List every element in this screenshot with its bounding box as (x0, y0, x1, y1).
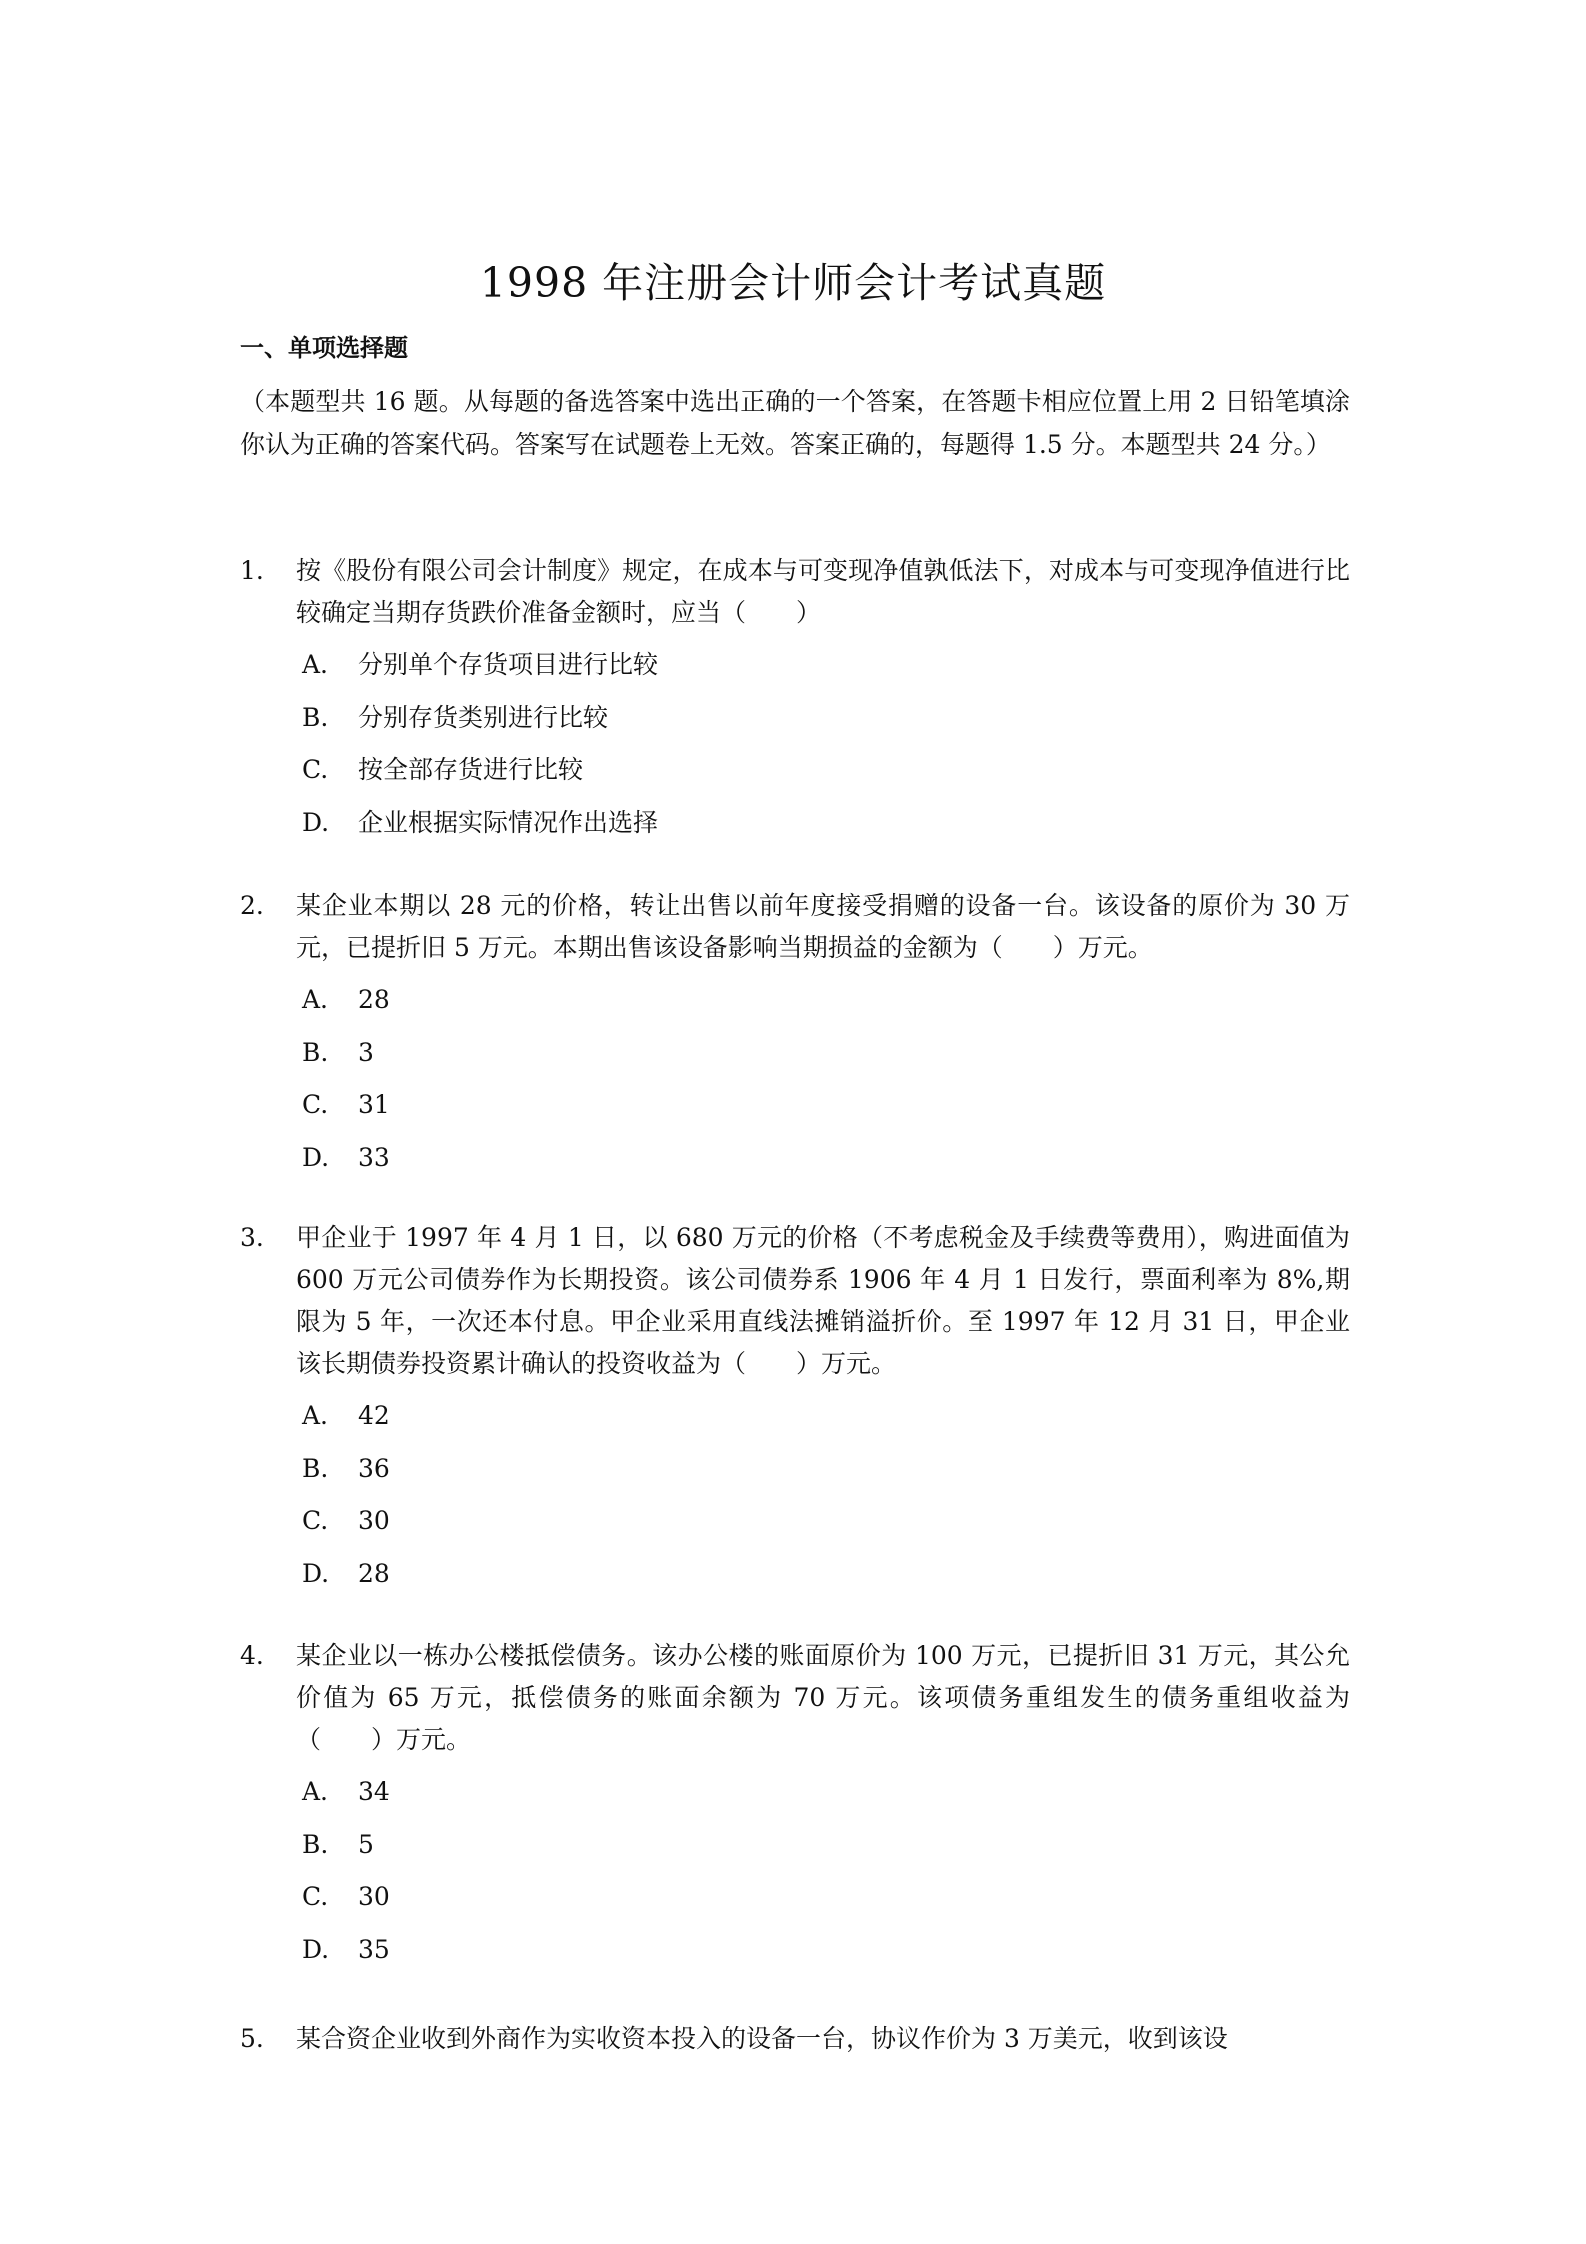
option-list (240, 644, 1350, 854)
question-5 (240, 2018, 1350, 2060)
question-4 (240, 1635, 1350, 1981)
option-letter: A. (302, 650, 329, 679)
option-letter: C. (302, 1882, 329, 1911)
question-text: 甲企业于 1997 年 4 月 1 日，以 680 万元的价格（不考虑税金及手续费等费用），购进面值为 600 万元公司债券作为长期投资。该公司债券系 1906 年 4 月 1 日发行，票面利率为 8%,期限为 5 年，一次还本付息。甲企业采用直线法摊销溢折价。至 1997 年 12 月 31 日，甲企业该长期债券投资累计确认的投资收益为（ ）万元。 (296, 1223, 1350, 1378)
option-letter: D. (302, 807, 330, 837)
option-text: 28 (358, 1558, 390, 1588)
question-2 (240, 885, 1350, 1189)
section-heading: 一、单项选择题 (240, 334, 408, 362)
option-letter: C. (302, 1090, 329, 1119)
option-text: 5 (358, 1829, 374, 1859)
option-letter: A. (302, 1401, 329, 1430)
option-d (240, 1929, 1350, 1982)
option-a (240, 1395, 1350, 1448)
question-number: 5. (240, 2024, 264, 2053)
page-title: 1998 年注册会计师会计考试真题 (479, 259, 1107, 308)
option-text: 35 (358, 1934, 390, 1964)
option-text: 28 (358, 985, 390, 1014)
option-b (240, 1448, 1350, 1501)
question-number: 4. (240, 1641, 264, 1670)
option-text: 按全部存货进行比较 (358, 755, 584, 784)
option-list (240, 1771, 1350, 1981)
option-a (240, 1771, 1350, 1824)
option-text: 企业根据实际情况作出选择 (358, 807, 659, 837)
question-1 (240, 550, 1350, 854)
option-letter: D. (302, 1934, 330, 1964)
option-text: 30 (358, 1882, 390, 1911)
option-text: 3 (358, 1037, 374, 1067)
option-list (240, 1395, 1350, 1605)
option-c (240, 749, 1350, 802)
option-c (240, 1084, 1350, 1137)
option-text: 34 (358, 1777, 390, 1806)
option-a (240, 979, 1350, 1032)
question-text: 某企业以一栋办公楼抵偿债务。该办公楼的账面原价为 100 万元，已提折旧 31 万元，其公允价值为 65 万元，抵偿债务的账面余额为 70 万元。该项债务重组发生的债务重组收益为（ ）万元。 (296, 1641, 1350, 1754)
option-letter: B. (302, 1037, 329, 1067)
option-letter: C. (302, 755, 329, 784)
question-3 (240, 1217, 1350, 1605)
option-b (240, 697, 1350, 750)
question-text: 某合资企业收到外商作为实收资本投入的设备一台，协议作价为 3 万美元，收到该设 (296, 2024, 1228, 2053)
option-c (240, 1500, 1350, 1553)
option-text: 42 (358, 1401, 390, 1430)
option-letter: D. (302, 1558, 330, 1588)
option-letter: B. (302, 1453, 329, 1483)
option-a (240, 644, 1350, 697)
question-number: 3. (240, 1223, 264, 1252)
question-text: 某企业本期以 28 元的价格，转让出售以前年度接受捐赠的设备一台。该设备的原价为 30 万元，已提折旧 5 万元。本期出售该设备影响当期损益的金额为（ ）万元。 (296, 891, 1350, 962)
option-letter: D. (302, 1142, 330, 1172)
option-b (240, 1824, 1350, 1877)
option-text: 30 (358, 1506, 390, 1535)
option-letter: A. (302, 1777, 329, 1806)
option-d (240, 1553, 1350, 1606)
option-text: 33 (358, 1142, 390, 1172)
option-text: 36 (358, 1453, 390, 1483)
option-letter: A. (302, 985, 329, 1014)
option-letter: C. (302, 1506, 329, 1535)
option-text: 31 (358, 1090, 390, 1119)
option-d (240, 802, 1350, 855)
option-letter: B. (302, 1829, 329, 1859)
question-text: 按《股份有限公司会计制度》规定，在成本与可变现净值孰低法下，对成本与可变现净值进行比较确定当期存货跌价准备金额时，应当（ ） (296, 556, 1350, 627)
question-number: 1. (240, 556, 264, 585)
option-list (240, 979, 1350, 1189)
option-b (240, 1032, 1350, 1085)
section-instructions: （本题型共 16 题。从每题的备选答案中选出正确的一个答案，在答题卡相应位置上用 2 日铅笔填涂你认为正确的答案代码。答案写在试题卷上无效。答案正确的，每题得 1.5 分。本题型共 24 分。） (240, 387, 1350, 459)
option-text: 分别单个存货项目进行比较 (358, 650, 659, 679)
option-letter: B. (302, 702, 329, 732)
option-text: 分别存货类别进行比较 (358, 702, 609, 732)
option-c (240, 1876, 1350, 1929)
question-number: 2. (240, 891, 264, 920)
option-d (240, 1137, 1350, 1190)
